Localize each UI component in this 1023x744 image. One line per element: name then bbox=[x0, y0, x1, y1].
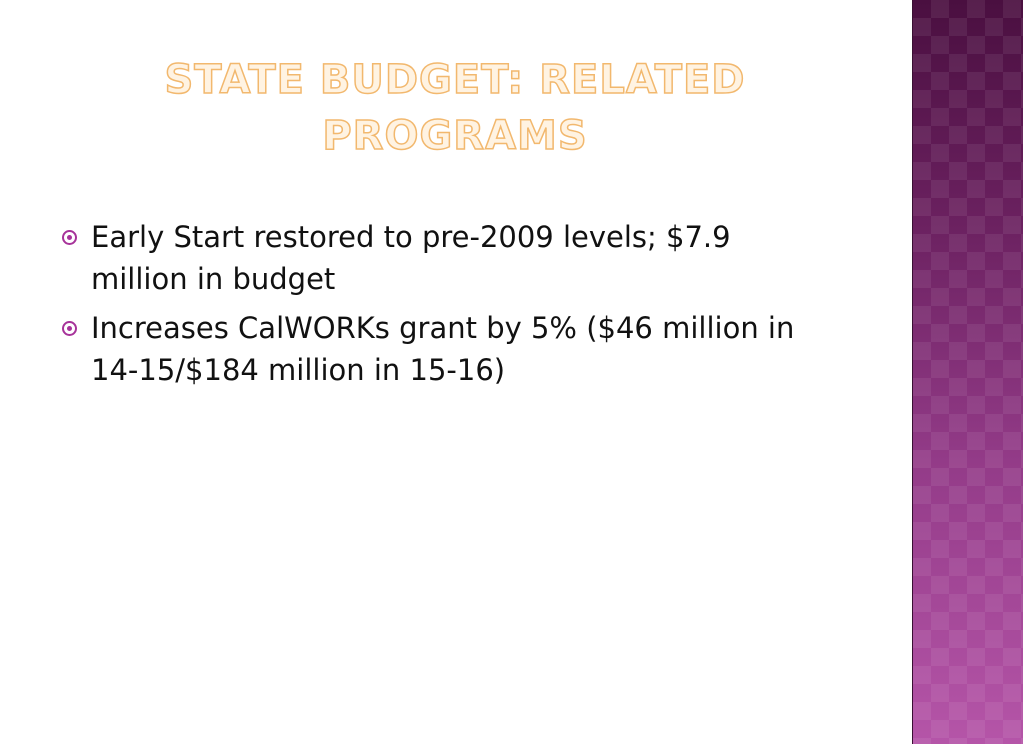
slide-title: STATE BUDGET: RELATED PROGRAMS bbox=[164, 57, 746, 159]
bullet-text: Early Start restored to pre-2009 levels; $7.9 million in budget bbox=[91, 220, 731, 296]
bullet-item bbox=[62, 307, 832, 391]
decorative-side-band bbox=[912, 0, 1023, 744]
bullet-item bbox=[62, 216, 832, 300]
bullet-list bbox=[62, 216, 832, 398]
circled-dot-bullet-icon bbox=[62, 321, 77, 336]
circled-dot-bullet-icon bbox=[62, 230, 77, 245]
bullet-text: Increases CalWORKs grant by 5% ($46 million in 14-15/$184 million in 15-16) bbox=[91, 311, 795, 387]
